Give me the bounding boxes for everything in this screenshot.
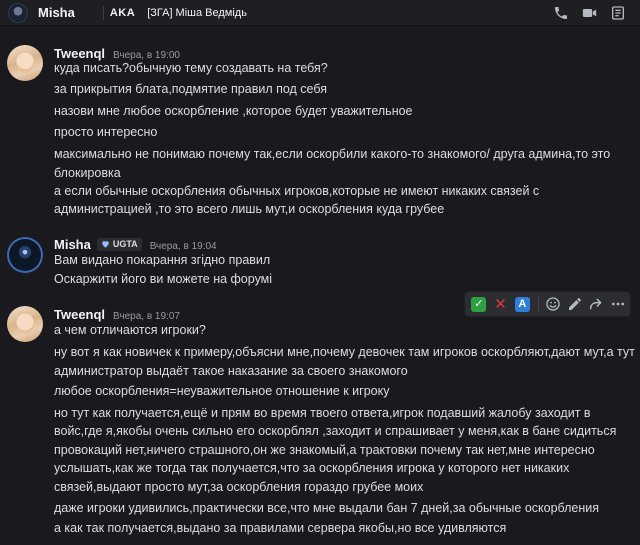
header-divider: [103, 6, 104, 20]
reaction-glyph: ✓: [471, 297, 486, 312]
edit-icon[interactable]: [565, 293, 585, 315]
avatar[interactable]: [7, 237, 43, 273]
message-line: Оскаржити його ви можете на форумі: [54, 272, 273, 286]
message-timestamp: Вчера, в 19:07: [113, 311, 180, 322]
inbox-icon[interactable]: [610, 5, 626, 21]
message-line: любое оскорбления=неуважительное отношение к игроку: [54, 384, 390, 398]
message-line: просто интересно: [54, 125, 158, 139]
message-line: а чем отличаются игроки?: [54, 323, 206, 337]
message-actions-toolbar: [464, 291, 631, 317]
message-line: куда писать?обычную тему создавать на тебя?: [54, 61, 328, 75]
message-line: но тут как получается,ещё и прям во время твоего ответа,игрок подавший жалобу заходит в: [54, 406, 591, 420]
check-mark-emoji-icon[interactable]: [469, 293, 489, 315]
avatar[interactable]: [7, 45, 43, 81]
message-line: администрацией ,то это всего лишь мут,и оскорбления куда грубее: [54, 202, 445, 216]
message-author[interactable]: Tweenql: [54, 307, 106, 322]
more-icon[interactable]: [608, 293, 628, 315]
header-nickname: [ЗГА] Міша Ведмідь: [147, 6, 247, 19]
guild-tag-badge[interactable]: [97, 238, 142, 251]
message-line: Вам видано покарання згідно правил: [54, 253, 271, 267]
message-line: блокировка: [54, 166, 121, 180]
message-timestamp: Вчера, в 19:00: [113, 50, 180, 61]
avatar[interactable]: [7, 306, 43, 342]
header-actions: [553, 5, 626, 21]
reaction-glyph: ✕: [494, 295, 507, 313]
message-author[interactable]: Misha: [54, 237, 91, 252]
header-aka-label: AKA: [109, 6, 136, 19]
guild-tag-label: UGTA: [112, 239, 138, 249]
message-line: администратор выдаёт такое наказание за своего знакомого: [54, 364, 408, 378]
channel-header: [0, 0, 640, 26]
message-line: даже игроки удивились,практически все,что мне выдали бан 7 дней,за обычные оскорбления: [54, 501, 600, 515]
header-username[interactable]: Misha: [38, 5, 75, 20]
message-line: ну вот я как новичек к примеру,объясни мне,почему девочек там игроков оскорбляют,дают мут,а тут: [54, 345, 635, 359]
message-line: связей,выдают просто мут,за оскорбления гораздо грубее моих: [54, 480, 424, 494]
message-line: за прикрытия блата,подмятие правил под себя: [54, 82, 328, 96]
message-line: услышать,как же тогда так получается,что за оскорбления игрока у которого нет никаких: [54, 461, 570, 475]
toolbar-divider: [538, 296, 539, 312]
cross-mark-emoji-icon[interactable]: [491, 293, 511, 315]
add-reaction-icon[interactable]: [543, 293, 563, 315]
message-timestamp: Вчера, в 19:04: [149, 241, 217, 252]
reaction-glyph: A: [515, 297, 530, 312]
message-author[interactable]: Tweenql: [54, 46, 106, 61]
message-line: максимально не понимаю почему так,если оскорбили какого-то знакомого/ друга админа,то это: [54, 147, 611, 161]
message-line: войс,где я,якобы очень сильно его оскорблял ,заходит и спрашивает у меня,как в бане сидиться: [54, 424, 617, 438]
heart-icon: [101, 240, 110, 248]
header-avatar[interactable]: [8, 3, 28, 23]
letter-a-emoji-icon[interactable]: [512, 293, 532, 315]
phone-icon[interactable]: [553, 5, 569, 21]
message-line: провокаций нет,ничего страшного,он же знакомый,а трактовки почему так нет,мне интересно: [54, 443, 595, 457]
reply-icon[interactable]: [587, 293, 607, 315]
message-line: назови мне любое оскорбление ,которое будет уважительное: [54, 104, 413, 118]
video-icon[interactable]: [581, 5, 598, 21]
message-line: а если обычные оскорбления обычных игроков,которые не имеют никаких связей с: [54, 184, 540, 198]
message-line: а как так получается,выдано за правилами сервера якобы,но все удивляются: [54, 521, 507, 535]
